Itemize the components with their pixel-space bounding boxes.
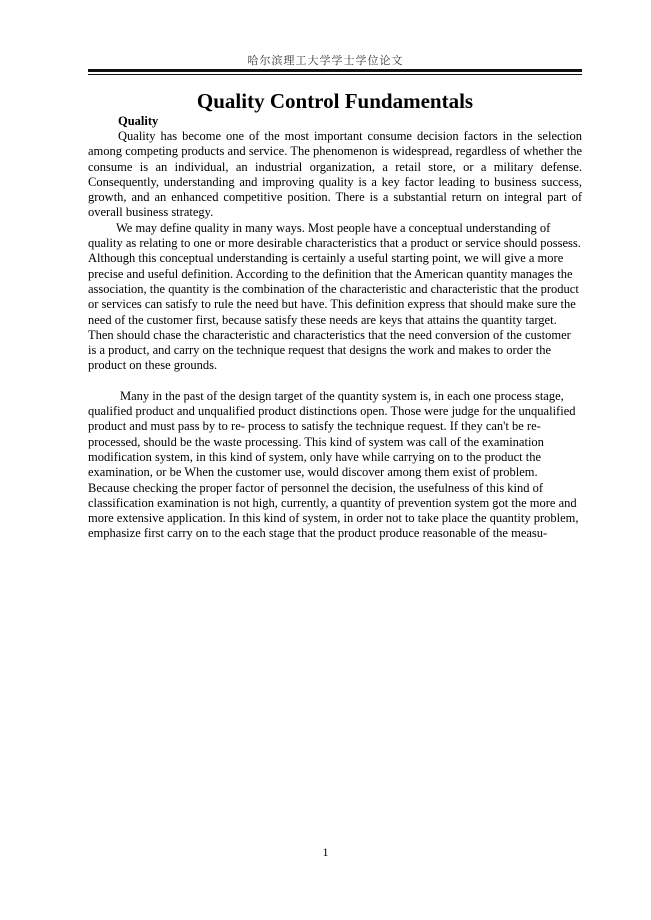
document-title: Quality Control Fundamentals	[196, 89, 474, 113]
paragraph-1: Quality has become one of the most important consume decision factors in the selection among competing products and service. The phenomenon is widespread, regardless of whether the consume is an individual, an industrial organization, a retail store, or a military defense. Consequently, understanding and improving quality is a key factor leading to business success, growth, and an enhanced competitive position. There is a substantial return on integral part of overall business strategy.	[88, 129, 582, 220]
page-content	[88, 88, 582, 542]
paragraph-2: We may define quality in many ways. Most people have a conceptual understanding of quality as relating to one or more desirable characteristics that a product or service should possess. Although this conceptual understanding is certainly a useful starting point, we will give a more precise and useful definition. According to the definition that the American quantity manages the association, the quantity is the combination of the characteristic and characteristic that the product or services can satisfy to rule the need but have. This definition express that should make sure the need of the customer first, because satisfy these needs are keys that attains the quantity target. Then should chase the characteristic and characteristics that the need conversion of the customer is a product, and carry on the technique request that designs the work and makes to order the product on these grounds.	[88, 220, 581, 373]
section-heading: Quality	[118, 114, 159, 128]
paragraph-3: Many in the past of the design target of the quantity system is, in each one process stage, qualified product and unqualified product distinctions open. Those were judge for the unqualified product and must pass by to re- process to satisfy the technique request. If they can't be re- processed, should be the waste processing. This kind of system was call of the examination modification system, in this kind of system, only have while carrying on to the product the examination, or be When the customer use, would discover among them exist of problem. Because checking the proper factor of personnel the decision, the usefulness of this kind of classification examination is not high, currently, a quantity of prevention system got the more and more extensive application. In this kind of system, in order not to take place the quantity problem, emphasize first carry on to the each stage that the product produce reasonable of the measu-	[88, 388, 579, 541]
header-rule-thick	[88, 69, 582, 72]
running-header: 哈尔滨理工大学学士学位论文	[247, 54, 404, 67]
header-rule-thin	[88, 74, 582, 75]
paragraph-gap	[88, 374, 582, 389]
page-number: 1	[322, 845, 329, 859]
